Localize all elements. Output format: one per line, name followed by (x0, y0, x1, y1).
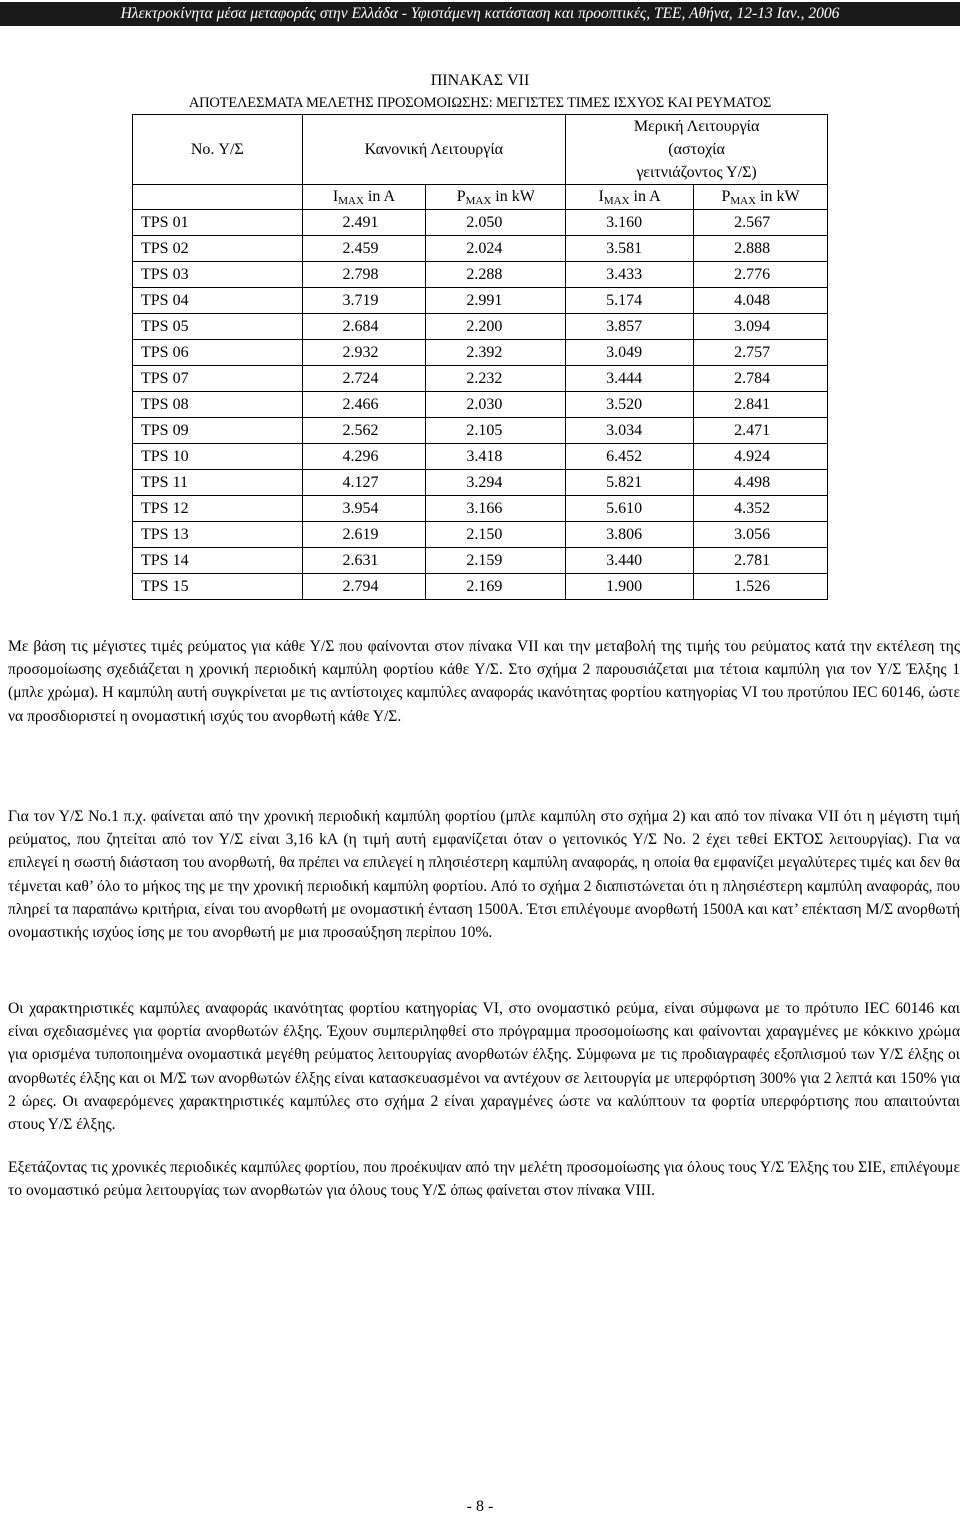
col-normal-header: Κανονική Λειτουργία (302, 115, 566, 185)
table-row (133, 262, 828, 288)
value-cell: 3.719 (302, 288, 426, 314)
value-cell: 2.888 (694, 236, 828, 262)
value-cell: 3.094 (694, 314, 828, 340)
value-cell: 2.841 (694, 392, 828, 418)
col-partial-header (566, 115, 828, 185)
value-cell: 2.781 (694, 548, 828, 574)
value-cell: 2.471 (694, 418, 828, 444)
value-cell: 2.794 (302, 574, 426, 600)
table-row (133, 288, 828, 314)
value-cell: 3.520 (566, 392, 694, 418)
paragraph-1: Με βάση τις μέγιστες τιμές ρεύματος για κάθε Υ/Σ που φαίνονται στον πίνακα VII και την μεταβολή της τιμής του ρεύματος κατά την εκτέλεση της προσομοίωσης σχεδιάζεται η χρονική περιοδική καμπύλη φορτίου κάθε Υ/Σ. Στο σχήμα 2 παρουσιάζεται μια τέτοια καμπύλη για τον Υ/Σ Έλξης 1 (μπλε χρώμα). Η καμπύλη αυτή συγκρίνεται με τις αντίστοιχες καμπύλες αναφοράς ικανότητας φορτίου κατηγορίας VI του προτύπου IEC 60146, ώστε να προσδιοριστεί η ονομαστική ισχύς του ανορθωτή κάθε Υ/Σ. (8, 638, 960, 725)
value-cell: 3.034 (566, 418, 694, 444)
value-cell: 2.200 (426, 314, 566, 340)
table-row (133, 548, 828, 574)
paragraph-3: Οι χαρακτηριστικές καμπύλες αναφοράς ικανότητας φορτίου κατηγορίας VI, στο ονομαστικό ρεύμα, είναι σύμφωνα με το πρότυπο IEC 60146 και είναι σχεδιασμένες για φορτία ανορθωτών έλξης. Έχουν συμπεριληφθεί στο πρόγραμμα προσομοίωσης και φαίνονται χαραγμένες με κόκκινο χρώμα για ορισμένα τυποποιημένα ονομαστικά μεγέθη ρεύματος λειτουργίας ανορθωτών έλξης. Σύμφωνα με τις προδιαγραφές εξοπλισμού των Υ/Σ έλξης οι ανορθωτές έλξης και οι Μ/Σ των ανορθωτών έλξης είναι κατασκευασμένοι να αντέχουν σε λειτουργία με υπερφόρτιση 300% για 2 λεπτά και 150% για 2 ώρες. Οι αναφερόμενες χαρακτηριστικές καμπύλες στο σχήμα 2 είναι χαραγμένες ώστε να καλύπτουν τα φορτία υπερφόρτισης που απαιτούνται στους Υ/Σ έλξης. (8, 1000, 960, 1134)
unit-pmax-normal: $P_{MAX}$ in kW (426, 185, 566, 210)
value-cell: 2.466 (302, 392, 426, 418)
value-cell: 6.452 (566, 444, 694, 470)
unit-pmax-partial: $P_{MAX}$ in kW (694, 185, 828, 210)
substation-cell: TPS 09 (133, 418, 303, 444)
substation-cell: TPS 06 (133, 340, 303, 366)
value-cell: 3.581 (566, 236, 694, 262)
value-cell: 3.857 (566, 314, 694, 340)
value-cell: 2.631 (302, 548, 426, 574)
value-cell: 2.392 (426, 340, 566, 366)
table-row (133, 392, 828, 418)
results-table (132, 114, 828, 600)
table-row (133, 340, 828, 366)
value-cell: 3.440 (566, 548, 694, 574)
value-cell: 2.288 (426, 262, 566, 288)
value-cell: 3.806 (566, 522, 694, 548)
value-cell: 3.160 (566, 210, 694, 236)
substation-cell: TPS 02 (133, 236, 303, 262)
unit-imax-partial: $I_{MAX}$ in A (566, 185, 694, 210)
substation-cell: TPS 05 (133, 314, 303, 340)
value-cell: 2.024 (426, 236, 566, 262)
value-cell: 2.784 (694, 366, 828, 392)
value-cell: 1.900 (566, 574, 694, 600)
col-substation-header: No. Υ/Σ (133, 115, 303, 185)
substation-cell: TPS 08 (133, 392, 303, 418)
value-cell: 3.433 (566, 262, 694, 288)
substation-cell: TPS 11 (133, 470, 303, 496)
value-cell: 4.296 (302, 444, 426, 470)
value-cell: 4.352 (694, 496, 828, 522)
table-row (133, 210, 828, 236)
value-cell: 2.232 (426, 366, 566, 392)
substation-cell: TPS 13 (133, 522, 303, 548)
units-row (133, 185, 828, 210)
substation-cell: TPS 04 (133, 288, 303, 314)
value-cell: 3.294 (426, 470, 566, 496)
value-cell: 2.991 (426, 288, 566, 314)
table-number: ΠΙΝΑΚΑΣ VII (430, 72, 530, 89)
value-cell: 2.798 (302, 262, 426, 288)
value-cell: 4.048 (694, 288, 828, 314)
table-row (133, 418, 828, 444)
value-cell: 4.498 (694, 470, 828, 496)
table-row (133, 522, 828, 548)
substation-cell: TPS 03 (133, 262, 303, 288)
table-row (133, 314, 828, 340)
page-number: - 8 - (466, 1498, 494, 1515)
table-row (133, 470, 828, 496)
substation-cell: TPS 07 (133, 366, 303, 392)
value-cell: 2.619 (302, 522, 426, 548)
units-empty-cell (133, 185, 303, 210)
value-cell: 2.567 (694, 210, 828, 236)
col-partial-label: Μερική Λειτουργία (αστοχία γειτνιάζοντος Υ/Σ) (633, 118, 760, 181)
table-row (133, 444, 828, 470)
value-cell: 2.776 (694, 262, 828, 288)
value-cell: 3.444 (566, 366, 694, 392)
paragraph-4: Εξετάζοντας τις χρονικές περιοδικές καμπύλες φορτίου, που προέκυψαν από την μελέτη προσομοίωσης για όλους τους Υ/Σ Έλξης του ΣΙΕ, επιλέγουμε το ονομαστικό ρεύμα λειτουργίας των ανορθωτών για όλους τους Υ/Σ όπως φαίνεται στον πίνακα VIII. (8, 1159, 960, 1200)
value-cell: 2.684 (302, 314, 426, 340)
value-cell: 2.491 (302, 210, 426, 236)
value-cell: 2.030 (426, 392, 566, 418)
substation-cell: TPS 10 (133, 444, 303, 470)
table-row (133, 366, 828, 392)
value-cell: 2.169 (426, 574, 566, 600)
table-row (133, 574, 828, 600)
substation-cell: TPS 15 (133, 574, 303, 600)
substation-cell: TPS 12 (133, 496, 303, 522)
value-cell: 2.459 (302, 236, 426, 262)
value-cell: 3.049 (566, 340, 694, 366)
value-cell: 2.562 (302, 418, 426, 444)
table-row (133, 496, 828, 522)
value-cell: 2.932 (302, 340, 426, 366)
paragraph-2: Για τον Υ/Σ Νο.1 π.χ. φαίνεται από την χρονική περιοδική καμπύλη φορτίου (μπλε καμπύλη στο σχήμα 2) και από τον πίνακα VII ότι η μέγιστη τιμή ρεύματος, που ζητείται από τον Υ/Σ είναι 3,16 kA (η τιμή αυτή εμφανίζεται όταν ο γειτονικός Υ/Σ Νο. 2 έχει τεθεί ΕΚΤΟΣ λειτουργίας). Για να επιλεγεί η σωστή διάσταση του ανορθωτή, θα πρέπει να επιλεγεί η πλησιέστερη καμπύλη αναφοράς, η οποία θα εμφανίζει μεγαλύτερες τιμές και δεν θα τέμνεται καθ’ όλο το μήκος της με την χρονική περιοδική καμπύλη φορτίου. Από το σχήμα 2 διαπιστώνεται ότι η πλησιέστερη καμπύλη αναφοράς, που πληρεί τα παραπάνω κριτήρια, είναι του ανορθωτή με ονομαστική ένταση 1500Α. Έτσι επιλέγουμε ανορθωτή 1500Α και κατ’ επέκταση Μ/Σ ανορθωτή ονομαστικής ισχύος ίσης με του ανορθωτή με μια προσαύξηση περίπου 10%. (8, 808, 960, 942)
unit-imax-normal: $I_{MAX}$ in A (302, 185, 426, 210)
value-cell: 5.821 (566, 470, 694, 496)
value-cell: 5.174 (566, 288, 694, 314)
value-cell: 3.418 (426, 444, 566, 470)
substation-cell: TPS 01 (133, 210, 303, 236)
value-cell: 5.610 (566, 496, 694, 522)
value-cell: 4.924 (694, 444, 828, 470)
table-row (133, 236, 828, 262)
substation-cell: TPS 14 (133, 548, 303, 574)
value-cell: 3.166 (426, 496, 566, 522)
value-cell: 2.724 (302, 366, 426, 392)
value-cell: 2.105 (426, 418, 566, 444)
value-cell: 2.050 (426, 210, 566, 236)
value-cell: 1.526 (694, 574, 828, 600)
value-cell: 3.056 (694, 522, 828, 548)
value-cell: 2.159 (426, 548, 566, 574)
value-cell: 4.127 (302, 470, 426, 496)
value-cell: 2.150 (426, 522, 566, 548)
value-cell: 3.954 (302, 496, 426, 522)
running-header: Ηλεκτροκίνητα μέσα μεταφοράς στην Ελλάδα - Υφιστάμενη κατάσταση και προοπτικές, ΤΕΕ, Αθήνα, 12-13 Ιαν., 2006 (0, 2, 960, 26)
table-caption: ΑΠΟΤΕΛΕΣΜΑΤΑ ΜΕΛΕΤΗΣ ΠΡΟΣΟΜΟΙΩΣΗΣ: ΜΕΓΙΣΤΕΣ ΤΙΜΕΣ ΙΣΧΥΟΣ ΚΑΙ ΡΕΥΜΑΤΟΣ (188, 95, 772, 111)
value-cell: 2.757 (694, 340, 828, 366)
